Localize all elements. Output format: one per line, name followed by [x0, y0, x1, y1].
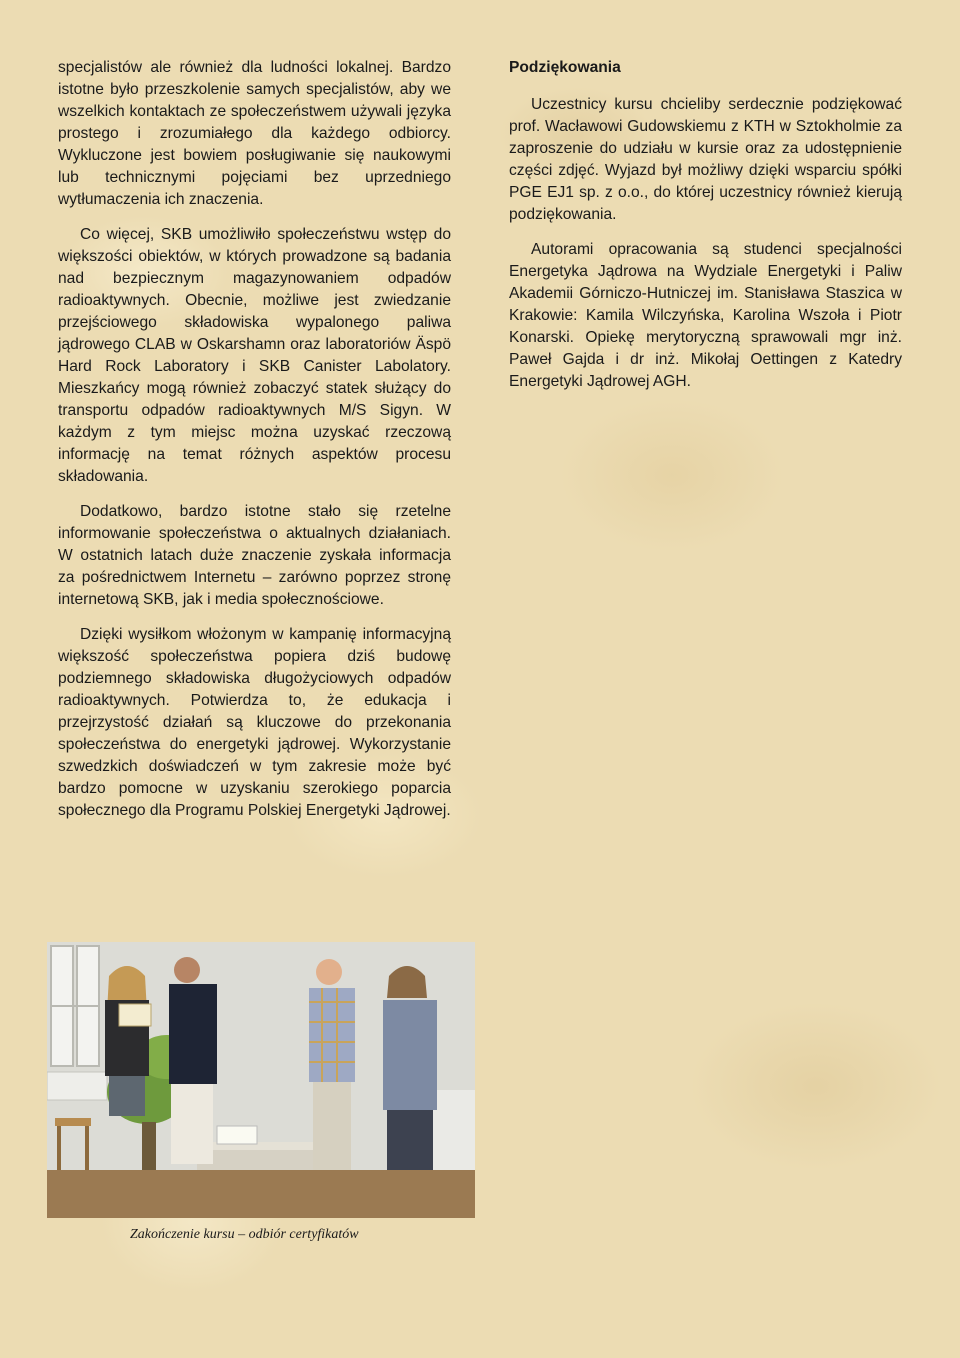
section-heading: Podziękowania: [509, 59, 621, 76]
body-paragraph: Dodatkowo, bardzo istotne stało się rzetelne informowanie społeczeństwa o aktualnych działaniach. W ostatnich latach duże znaczenie zyskała informacja za pośrednictwem Internetu – zarówno poprzez stronę internetową SKB, jak i media społecznościowe.: [58, 503, 451, 608]
right-column: [509, 57, 902, 406]
body-paragraph: Autorami opracowania są studenci specjalności Energetyka Jądrowa na Wydziale Energetyki i Paliw Akademii Górniczo-Hutniczej im. Stanisława Staszica w Krakowie: Kamila Wilczyńska, Karolina Wszoła i Piotr Konarski. Opiekę merytoryczną sprawowali mgr inż. Paweł Gajda i dr inż. Mikołaj Oettingen z Katedry Energetyki Jądrowej AGH.: [509, 241, 902, 390]
body-paragraph: specjalistów ale również dla ludności lokalnej. Bardzo istotne było przeszkolenie samych specjalistów, aby we wszelkich kontaktach ze społeczeństwem używali języka prostego i zrozumiałego dla każdego odbiorcy. Wykluczone jest bowiem posługiwanie się naukowymi lub technicznymi pojęciami bez uprzedniego wytłumaczenia ich znaczenia.: [58, 59, 451, 208]
body-paragraph: Uczestnicy kursu chcieliby serdecznie podziękować prof. Wacławowi Gudowskiemu z KTH w Sztokholmie za zaproszenie do udziału w kursie oraz za udostępnienie części zdjęć. Wyjazd był możliwy dzięki wsparciu spółki PGE EJ1 sp. z o.o., do której uczestnicy również kierują podziękowania.: [509, 96, 902, 223]
left-column: [58, 57, 451, 835]
body-paragraph: Co więcej, SKB umożliwiło społeczeństwu wstęp do większości obiektów, w których prowadzone są badania nad bezpiecznym magazynowaniem odpadów radioaktywnych. Obecnie, możliwe jest zwiedzanie przejściowego składowiska wypalonego paliwa jądrowego CLAB w Oskarshamn oraz laboratoriów Äspö Hard Rock Laboratory i SKB Canister Labolatory. Mieszkańcy mogą również zobaczyć statek służący do transportu odpadów radioaktywnych M/S Sigyn. W każdym z tym miejsc można uzyskać rzeczową informację na temat różnych aspektów procesu składowania.: [58, 226, 451, 485]
figure-caption: Zakończenie kursu – odbiór certyfikatów: [130, 1227, 359, 1242]
certificate-ceremony-photo: [47, 942, 475, 1218]
photo-illustration: [47, 942, 475, 1218]
body-paragraph: Dzięki wysiłkom włożonym w kampanię informacyjną większość społeczeństwa popiera dziś budowę podziemnego składowiska długożyciowych odpadów radioaktywnych. Potwierdza to, że edukacja i przejrzystość działań są kluczowe do przekonania społeczeństwa do energetyki jądrowej. Wykorzystanie szwedzkich doświadczeń w tym zakresie może być bardzo pomocne w uzyskaniu szerokiego poparcia społecznego dla Programu Polskiej Energetyki Jądrowej.: [58, 626, 451, 819]
